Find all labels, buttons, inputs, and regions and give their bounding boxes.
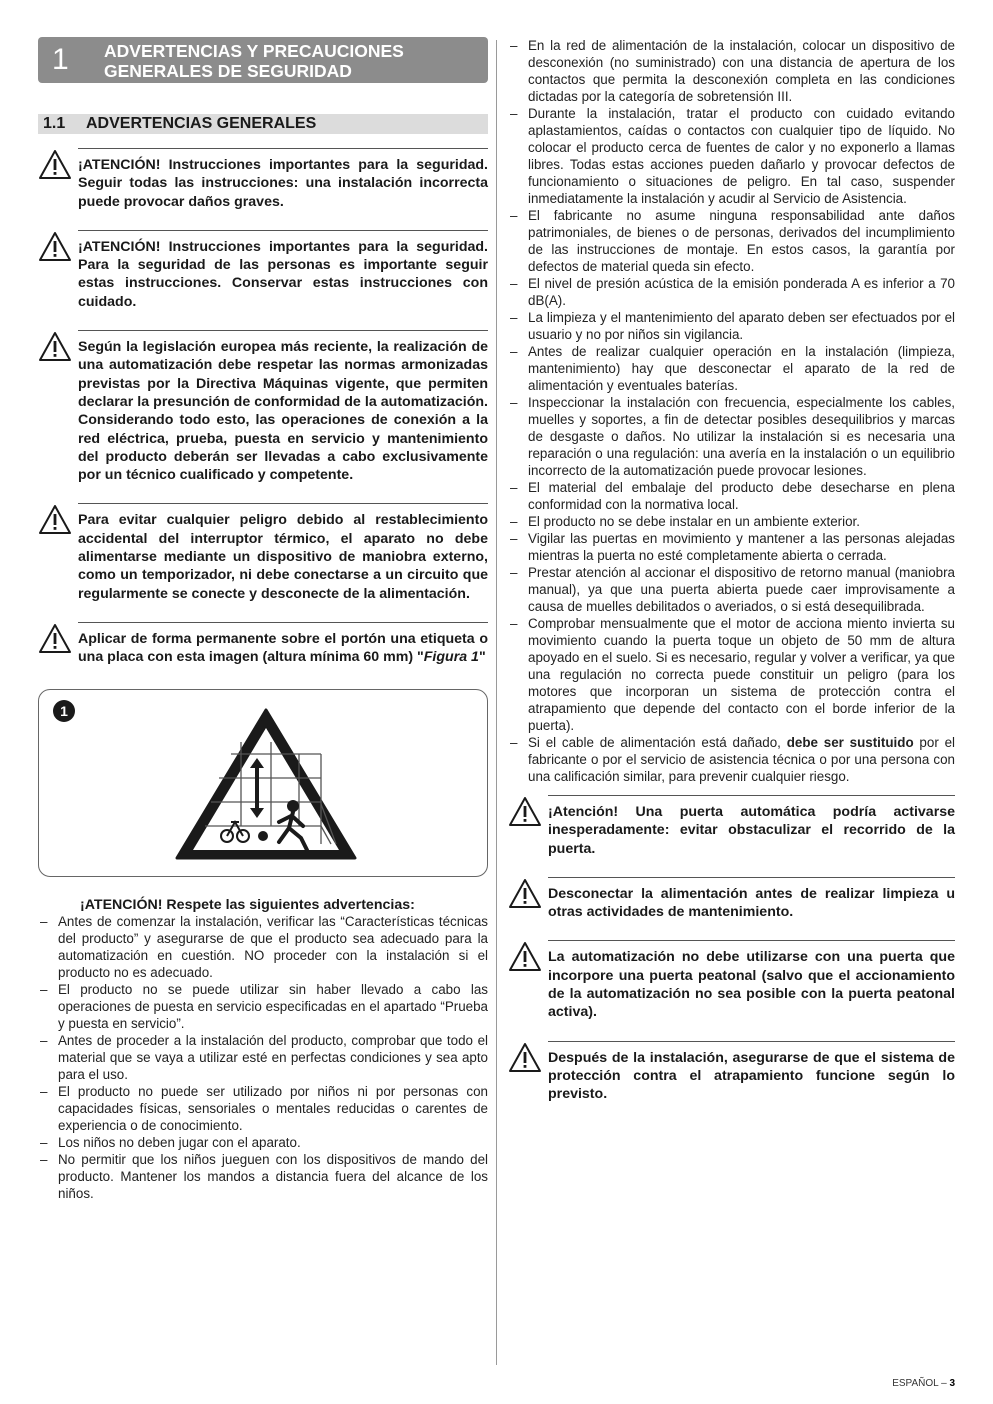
chapter-heading xyxy=(38,37,488,83)
figure-number: 1 xyxy=(53,700,75,722)
chapter-title xyxy=(104,41,404,81)
section-number: 1.1 xyxy=(43,115,66,132)
list-item: – Prestar atención al accionar el dispositivo de retorno manual (maniobra manual), ya que una puerta abierta puede caer improvisamente a causa de muelles debilitados o averiados, o si está desequilibrada. xyxy=(508,564,955,615)
warning-text-close: " xyxy=(478,649,486,666)
warning-text: Según la legislación europea más reciente, la realización de una automatización debe respetar las normas armonizadas previstas por la Directiva Máquinas vigente, que permiten declarar la presunción de conformidad de la automatización. Considerando todo esto, las operaciones de conexión a la red eléctrica, prueba, puesta en servicio y mantenimiento del producto deberán ser llevadas a cabo exclusivamente por un técnico cualificado y competente. xyxy=(78,330,488,484)
list-item: – No permitir que los niños jueguen con los dispositivos de mando del producto. Mantener los mandos a distancia fuera del alcance de los niños. xyxy=(38,1151,488,1202)
list-item xyxy=(508,734,955,785)
chapter-title-line1: ADVERTENCIAS Y PRECAUCIONES xyxy=(104,41,404,61)
warning-block xyxy=(38,622,488,667)
left-precautions-list xyxy=(38,913,488,1202)
list-item: – Antes de realizar cualquier operación en la instalación (limpieza, mantenimiento) hay que desconectar el aparato de la red de alimentación y eventuales baterías. xyxy=(508,343,955,394)
warning-text: ¡ATENCIÓN! Instrucciones importantes para la seguridad. Seguir todas las instrucciones: una instalación incorrecta puede provocar daños graves. xyxy=(78,148,488,211)
warning-block xyxy=(38,503,488,602)
warning-triangle-icon xyxy=(508,940,548,1021)
list-item: – En la red de alimentación de la instalación, colocar un dispositivo de desconexión (no suministrado) con una distancia de apertura de los contactos que permita la desconexión completa en las condiciones dictadas por la categoría de sobretensión III. xyxy=(508,37,955,105)
left-column xyxy=(38,37,488,1202)
column-divider xyxy=(496,40,497,1365)
warning-block xyxy=(38,148,488,211)
list-item: – El fabricante no asume ninguna responsabilidad ante daños patrimoniales, de bienes o de personas, derivados del incumplimiento de las instrucciones de montaje. En estos casos, la garantía por defectos de material queda sin efecto. xyxy=(508,207,955,275)
list-item: – El producto no se puede utilizar sin haber llevado a cabo las operaciones de puesta en servicio especificadas en el apartado “Prueba y puesta en servicio”. xyxy=(38,981,488,1032)
warning-triangle-icon xyxy=(508,1041,548,1104)
warning-block xyxy=(508,877,955,922)
list-item: – Antes de proceder a la instalación del producto, comprobar que todo el material que se vaya a utilizar esté en perfectas condiciones y sea apto para el uso. xyxy=(38,1032,488,1083)
figure-reference: Figura 1 xyxy=(423,649,479,666)
warning-text: La automatización no debe utilizarse con una puerta que incorpore una puerta peatonal (salvo que el accionamiento de la automatización no sea posible con la puerta peatonal activa). xyxy=(548,940,955,1021)
warning-block xyxy=(508,1041,955,1104)
list-item: – Durante la instalación, tratar el producto con cuidado evitando aplastamientos, caídas o contactos con cualquier tipo de líquido. No colocar el producto cerca de fuentes de calor y no exponerlo a llamas libres. Todas estas acciones pueden dañarlo y provocar defectos de funcionamiento o situaciones de peligro. En tal caso, suspender inmediatamente la instalación y acudir al Servicio de Asistencia. xyxy=(508,105,955,207)
list-item: – El producto no se debe instalar en un ambiente exterior. xyxy=(508,513,955,530)
list-item-text: Si el cable de alimentación está dañado, xyxy=(528,735,787,750)
warning-text: ¡ATENCIÓN! Instrucciones importantes para la seguridad. Para la seguridad de las personas es importante seguir estas instrucciones. Conservar estas instrucciones con cuidado. xyxy=(78,230,488,311)
list-item: – Vigilar las puertas en movimiento y mantener a las personas alejadas mientras la puerta no esté completamente abierta o cerrada. xyxy=(508,530,955,564)
right-column xyxy=(508,37,955,1104)
chapter-number: 1 xyxy=(52,43,69,76)
list-item: – Inspeccionar la instalación con frecuencia, especialmente los cables, muelles y soportes, a fin de detectar posibles desequilibrios y marcas de desgaste o daños. No utilizar la instalación si es necesaria una reparación o una regulación: una avería en la instalación o un equilibrio incorrecto de la automatización puede provocar lesiones. xyxy=(508,394,955,479)
list-item: – Antes de comenzar la instalación, verificar las “Características técnicas del producto” y asegurarse de que el producto sea adecuado para la automatización en cuestión. NO proceder con la instalación si el producto no es adecuado. xyxy=(38,913,488,981)
list-item: – La limpieza y el mantenimiento del aparato deben ser efectuados por el usuario y no por niños sin vigilancia. xyxy=(508,309,955,343)
warning-triangle-icon xyxy=(38,230,78,311)
warning-text-main: Aplicar de forma permanente sobre el portón una etiqueta o una placa con esta imagen (altura mínima 60 mm) " xyxy=(78,630,488,666)
section-heading xyxy=(38,114,488,134)
warning-text: Para evitar cualquier peligro debido al restablecimiento accidental del interruptor térmico, el aparato no debe alimentarse mediante un dispositivo de maniobra externo, como un temporizador, ni debe conectarse a un circuito que regularmente se conecte y desconecte de la alimentación. xyxy=(78,503,488,602)
warning-text: Después de la instalación, asegurarse de que el sistema de protección contra el atrapamiento funcione según lo previsto. xyxy=(548,1041,955,1104)
page-number: 3 xyxy=(949,1378,955,1389)
warning-triangle-icon xyxy=(508,795,548,858)
list-item: – El material del embalaje del producto debe desecharse en plena conformidad con la normativa local. xyxy=(508,479,955,513)
footer-language: ESPAÑOL – xyxy=(892,1378,950,1389)
list-item: – El nivel de presión acústica de la emisión ponderada A es inferior a 70 dB(A). xyxy=(508,275,955,309)
child-danger-sign-icon xyxy=(171,704,361,864)
figure-1 xyxy=(38,689,488,877)
right-precautions-list xyxy=(508,37,955,785)
list-item: – El producto no puede ser utilizado por niños ni por personas con capacidades físicas, sensoriales o mentales reducidas o carentes de experiencia o de conocimiento. xyxy=(38,1083,488,1134)
list-item: – Los niños no deben jugar con el aparato. xyxy=(38,1134,488,1151)
warning-triangle-icon xyxy=(38,330,78,484)
list-item-emphasis: debe ser sustituido xyxy=(786,735,914,750)
warning-triangle-icon xyxy=(508,877,548,922)
page-footer xyxy=(892,1378,955,1389)
warning-triangle-icon xyxy=(38,503,78,602)
warning-triangle-icon xyxy=(38,148,78,211)
warning-text: ¡Atención! Una puerta automática podría activarse inesperadamente: evitar obstaculizar el recorrido de la puerta. xyxy=(548,795,955,858)
warning-text xyxy=(78,622,488,667)
section-title: ADVERTENCIAS GENERALES xyxy=(86,115,317,132)
warning-block xyxy=(508,795,955,858)
list-item: – Comprobar mensualmente que el motor de acciona miento invierta su movimiento cuando la puerta toque un objeto de 50 mm de altura apoyado en el suelo. Si es necesario, regular y volver a verificar, ya que una regulación no correcta puede constituir un peligro (para los motores que incorporan un sistema de protección contra el atrapamiento que depende del contacto con el borde inferior de la puerta). xyxy=(508,615,955,734)
warning-block xyxy=(38,330,488,484)
attention-heading: ¡ATENCIÓN! Respete las siguientes advertencias: xyxy=(80,896,415,913)
list-item-text: por el fabricante o por el servicio de asistencia técnica o por una persona con una calificación similar, para prevenir cualquier riesgo. xyxy=(528,735,956,784)
warning-block xyxy=(508,940,955,1021)
warning-triangle-icon xyxy=(38,622,78,667)
warning-block xyxy=(38,230,488,311)
chapter-title-line2: GENERALES DE SEGURIDAD xyxy=(104,61,352,81)
warning-text: Desconectar la alimentación antes de realizar limpieza u otras actividades de mantenimiento. xyxy=(548,877,955,922)
